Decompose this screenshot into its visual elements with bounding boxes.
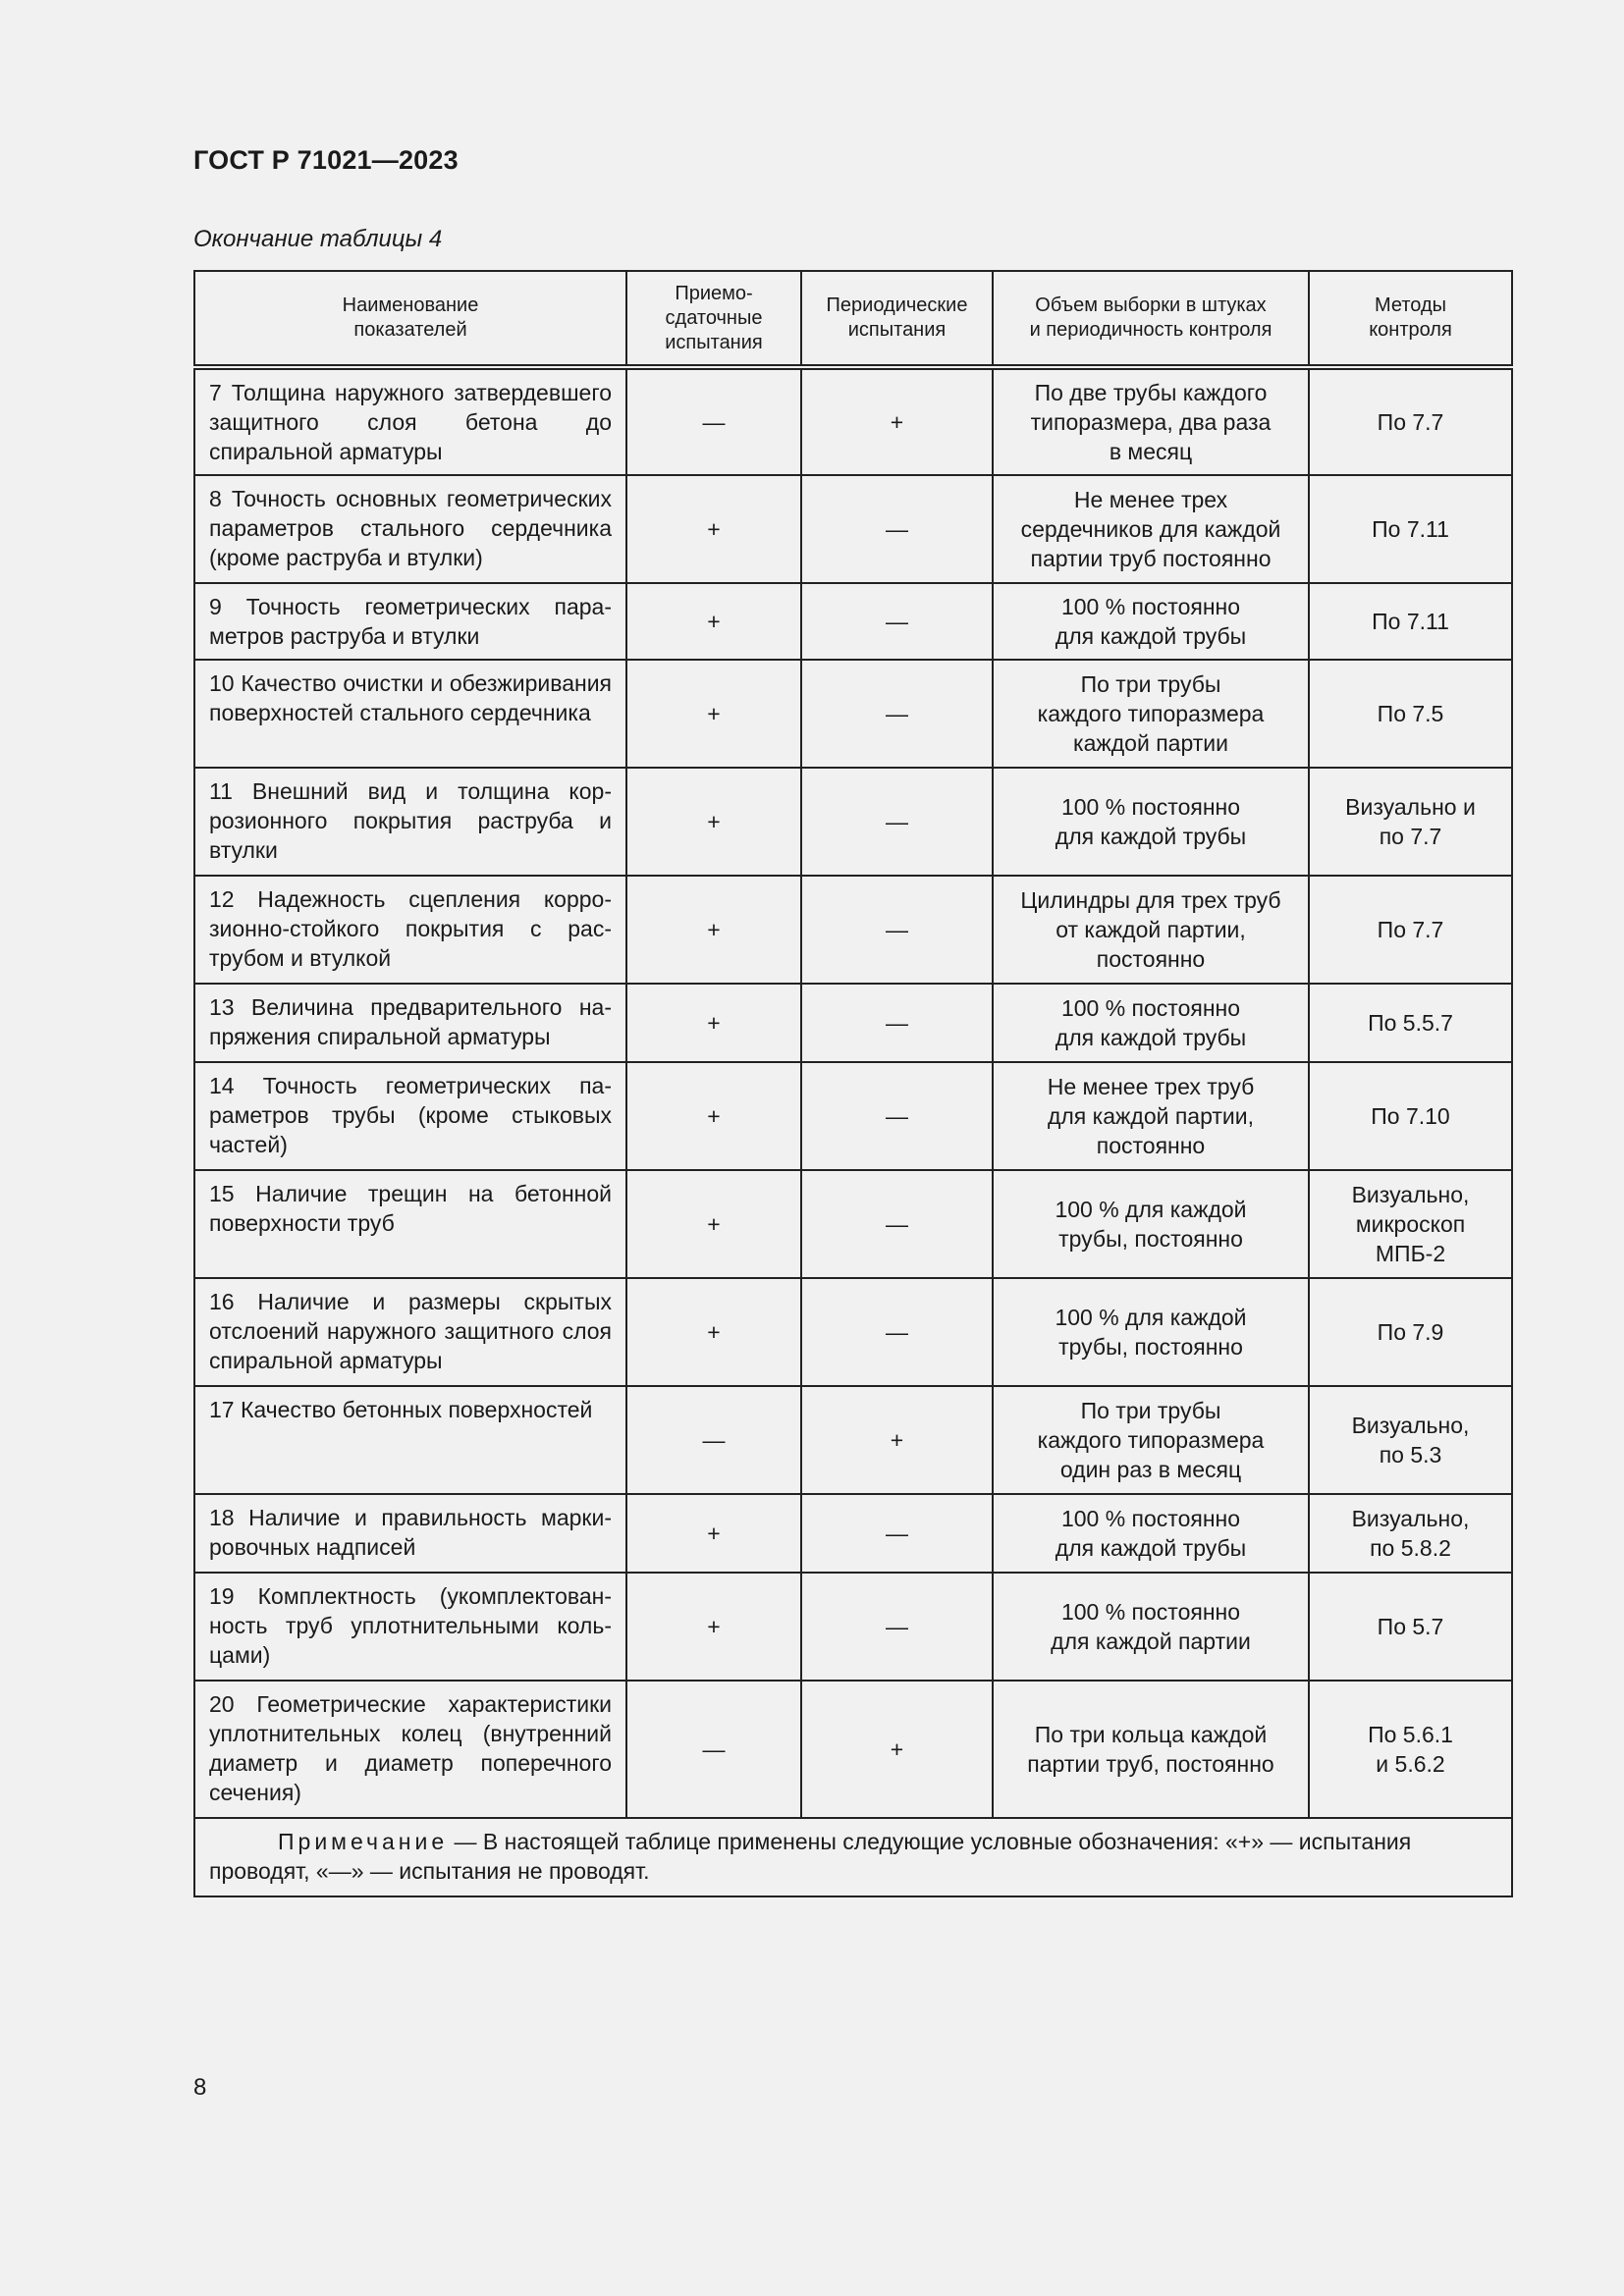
cell-periodic-test: + xyxy=(801,1681,993,1818)
cell-acceptance-test: + xyxy=(626,475,801,583)
table-header-row xyxy=(194,271,1512,367)
cell-sample-size: 100 % постоянно для каждой трубы xyxy=(993,768,1309,876)
cell-periodic-test: — xyxy=(801,1573,993,1681)
cell-sample-size: По три трубы каждого типоразмера один раз в месяц xyxy=(993,1386,1309,1494)
cell-control-method: По 5.6.1 и 5.6.2 xyxy=(1309,1681,1512,1818)
cell-periodic-test: — xyxy=(801,1170,993,1278)
cell-acceptance-test: + xyxy=(626,768,801,876)
cell-sample-size: По две трубы каждого типоразмера, два раза в месяц xyxy=(993,367,1309,475)
page-number: 8 xyxy=(193,2074,207,2101)
cell-sample-size: Не менее трех труб для каждой партии, постоянно xyxy=(993,1062,1309,1170)
cell-indicator-name: 10 Качество очистки и обезжиривания поверхностей стального сердечника xyxy=(194,660,626,768)
cell-indicator-name: 19 Комплектность (укомплектованность труб уплотнительными кольцами) xyxy=(194,1573,626,1681)
table-row xyxy=(194,1494,1512,1573)
cell-periodic-test: — xyxy=(801,475,993,583)
cell-indicator-name: 12 Надежность сцепления коррозионно-стойкого покрытия с раструбом и втулкой xyxy=(194,876,626,984)
cell-periodic-test: — xyxy=(801,768,993,876)
table-row xyxy=(194,583,1512,660)
cell-sample-size: 100 % постоянно для каждой партии xyxy=(993,1573,1309,1681)
cell-acceptance-test: + xyxy=(626,1062,801,1170)
cell-control-method: Визуально и по 7.7 xyxy=(1309,768,1512,876)
table-note-row xyxy=(194,1818,1512,1896)
table-row xyxy=(194,1386,1512,1494)
cell-acceptance-test: — xyxy=(626,367,801,475)
cell-periodic-test: — xyxy=(801,660,993,768)
cell-control-method: По 7.9 xyxy=(1309,1278,1512,1386)
cell-acceptance-test: + xyxy=(626,876,801,984)
cell-indicator-name: 8 Точность основных геометрических параметров стального сердечника (кроме раструба и втулки) xyxy=(194,475,626,583)
cell-acceptance-test: + xyxy=(626,984,801,1062)
cell-sample-size: По три трубы каждого типоразмера каждой партии xyxy=(993,660,1309,768)
table-row xyxy=(194,1573,1512,1681)
cell-sample-size: 100 % постоянно для каждой трубы xyxy=(993,984,1309,1062)
table-caption: Окончание таблицы 4 xyxy=(193,226,443,252)
cell-indicator-name: 17 Качество бетонных поверхностей xyxy=(194,1386,626,1494)
cell-sample-size: По три кольца каждой партии труб, постоянно xyxy=(993,1681,1309,1818)
inspection-table xyxy=(193,270,1513,1897)
note-text: — В настоящей таблице применены следующие условные обозначения: «+» — испытания проводят, «—» — испытания не проводят. xyxy=(209,1829,1412,1884)
table-row xyxy=(194,475,1512,583)
cell-indicator-name: 11 Внешний вид и толщина коррозионного покрытия раструба и втулки xyxy=(194,768,626,876)
table-body xyxy=(194,367,1512,1818)
document-header: ГОСТ Р 71021—2023 xyxy=(193,145,459,175)
cell-acceptance-test: + xyxy=(626,1170,801,1278)
cell-sample-size: 100 % для каждой трубы, постоянно xyxy=(993,1170,1309,1278)
table-row xyxy=(194,660,1512,768)
cell-sample-size: Не менее трех сердечников для каждой партии труб постоянно xyxy=(993,475,1309,583)
table-row xyxy=(194,876,1512,984)
cell-control-method: Визуально, микроскоп МПБ-2 xyxy=(1309,1170,1512,1278)
cell-indicator-name: 14 Точность геометрических параметров трубы (кроме стыковых частей) xyxy=(194,1062,626,1170)
cell-acceptance-test: + xyxy=(626,583,801,660)
table-row xyxy=(194,768,1512,876)
cell-sample-size: 100 % постоянно для каждой трубы xyxy=(993,583,1309,660)
cell-acceptance-test: + xyxy=(626,1494,801,1573)
cell-control-method: По 7.7 xyxy=(1309,876,1512,984)
cell-periodic-test: — xyxy=(801,1494,993,1573)
cell-acceptance-test: — xyxy=(626,1386,801,1494)
cell-indicator-name: 15 Наличие трещин на бетонной поверхности труб xyxy=(194,1170,626,1278)
table-row xyxy=(194,367,1512,475)
table-note xyxy=(194,1818,1512,1896)
cell-periodic-test: — xyxy=(801,876,993,984)
table-row xyxy=(194,984,1512,1062)
cell-acceptance-test: + xyxy=(626,1573,801,1681)
table-row xyxy=(194,1170,1512,1278)
cell-periodic-test: — xyxy=(801,984,993,1062)
column-header-method: Методы контроля xyxy=(1309,271,1512,367)
cell-periodic-test: — xyxy=(801,1278,993,1386)
cell-control-method: По 7.10 xyxy=(1309,1062,1512,1170)
cell-indicator-name: 20 Геометрические характеристики уплотнительных колец (внутренний диаметр и диаметр поперечного сечения) xyxy=(194,1681,626,1818)
cell-control-method: По 5.7 xyxy=(1309,1573,1512,1681)
cell-control-method: По 7.11 xyxy=(1309,583,1512,660)
cell-acceptance-test: + xyxy=(626,1278,801,1386)
table-row xyxy=(194,1681,1512,1818)
table-row xyxy=(194,1062,1512,1170)
cell-indicator-name: 18 Наличие и правильность маркировочных надписей xyxy=(194,1494,626,1573)
cell-indicator-name: 7 Толщина наружного затвердевшего защитного слоя бетона до спиральной арматуры xyxy=(194,367,626,475)
cell-control-method: По 7.7 xyxy=(1309,367,1512,475)
column-header-acceptance: Приемо- сдаточные испытания xyxy=(626,271,801,367)
cell-control-method: Визуально, по 5.3 xyxy=(1309,1386,1512,1494)
cell-sample-size: 100 % постоянно для каждой трубы xyxy=(993,1494,1309,1573)
column-header-periodic: Периодические испытания xyxy=(801,271,993,367)
cell-periodic-test: + xyxy=(801,367,993,475)
cell-indicator-name: 9 Точность геометрических параметров раструба и втулки xyxy=(194,583,626,660)
note-label: Примечание xyxy=(278,1829,449,1854)
cell-acceptance-test: — xyxy=(626,1681,801,1818)
cell-acceptance-test: + xyxy=(626,660,801,768)
cell-periodic-test: — xyxy=(801,1062,993,1170)
cell-sample-size: Цилиндры для трех труб от каждой партии, постоянно xyxy=(993,876,1309,984)
table-row xyxy=(194,1278,1512,1386)
column-header-name: Наименование показателей xyxy=(194,271,626,367)
cell-periodic-test: — xyxy=(801,583,993,660)
cell-sample-size: 100 % для каждой трубы, постоянно xyxy=(993,1278,1309,1386)
cell-control-method: Визуально, по 5.8.2 xyxy=(1309,1494,1512,1573)
cell-periodic-test: + xyxy=(801,1386,993,1494)
cell-control-method: По 7.5 xyxy=(1309,660,1512,768)
cell-control-method: По 7.11 xyxy=(1309,475,1512,583)
column-header-sample: Объем выборки в штуках и периодичность контроля xyxy=(993,271,1309,367)
cell-indicator-name: 16 Наличие и размеры скрытых отслоений наружного защитного слоя спиральной арматуры xyxy=(194,1278,626,1386)
cell-control-method: По 5.5.7 xyxy=(1309,984,1512,1062)
cell-indicator-name: 13 Величина предварительного напряжения спиральной арматуры xyxy=(194,984,626,1062)
